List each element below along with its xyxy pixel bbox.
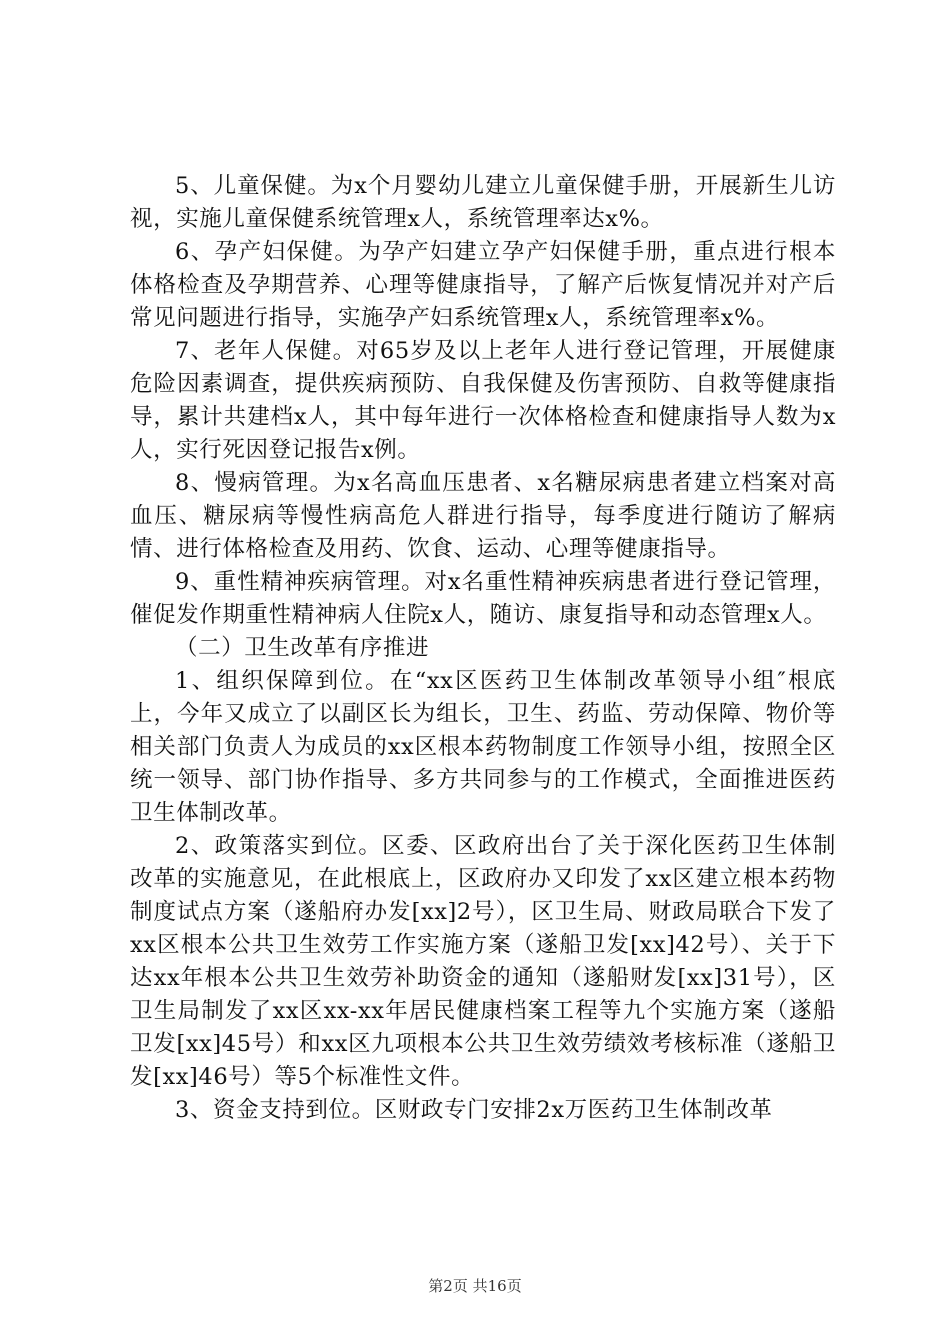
paragraph-funding: 3、资金支持到位。区财政专门安排2x万医药卫生体制改革 xyxy=(175,1097,773,1123)
paragraph-maternal-health: 6、孕产妇保健。为孕产妇建立孕产妇保健手册，重点进行根本体格检查及孕期营养、心理等健康指导，了解产后恢复情况并对产后常见问题进行指导，实施孕产妇系统管理x人，系统管理率x%。 xyxy=(130,239,836,331)
paragraph-chronic-disease: 8、慢病管理。为x名高血压患者、x名糖尿病患者建立档案对高血压、糖尿病等慢性病高危人群进行指导，每季度进行随访了解病情、进行体格检查及用药、饮食、运动、心理等健康指导。 xyxy=(130,470,836,562)
paragraph-organization: 1、组织保障到位。在“xx区医药卫生体制改革领导小组″根底上，今年又成立了以副区长为组长，卫生、药监、劳动保障、物价等相关部门负责人为成员的xx区根本药物制度工作领导小组，按照全区统一领导、部门协作指导、多方共同参与的工作模式，全面推进医药卫生体制改革。 xyxy=(130,668,836,826)
document-body xyxy=(130,170,836,1127)
paragraph-mental-illness: 9、重性精神疾病管理。对x名重性精神疾病患者进行登记管理，催促发作期重性精神病人住院x人，随访、康复指导和动态管理x人。 xyxy=(130,569,836,628)
section-heading-reform: （二）卫生改革有序推进 xyxy=(175,635,430,661)
paragraph-child-health: 5、儿童保健。为x个月婴幼儿建立儿童保健手册，开展新生儿访视，实施儿童保健系统管理x人，系统管理率达x%。 xyxy=(130,173,836,232)
page-footer: 第2页 共16页 xyxy=(428,1277,522,1295)
paragraph-policy: 2、政策落实到位。区委、区政府出台了关于深化医药卫生体制改革的实施意见，在此根底上，区政府办又印发了xx区建立根本药物制度试点方案（遂船府办发[xx]2号），区卫生局、财政局联合下发了xx区根本公共卫生效劳工作实施方案（遂船卫发[xx]42号）、关于下达xx年根本公共卫生效劳补助资金的通知（遂船财发[xx]31号），区卫生局制发了xx区xx-xx年居民健康档案工程等九个实施方案（遂船卫发[xx]45号）和xx区九项根本公共卫生效劳绩效考核标准（遂船卫发[xx]46号）等5个标准性文件。 xyxy=(130,833,836,1090)
paragraph-elderly-health: 7、老年人保健。对65岁及以上老年人进行登记管理，开展健康危险因素调查，提供疾病预防、自我保健及伤害预防、自救等健康指导，累计共建档x人，其中每年进行一次体格检查和健康指导人数为x人，实行死因登记报告x例。 xyxy=(130,338,836,463)
